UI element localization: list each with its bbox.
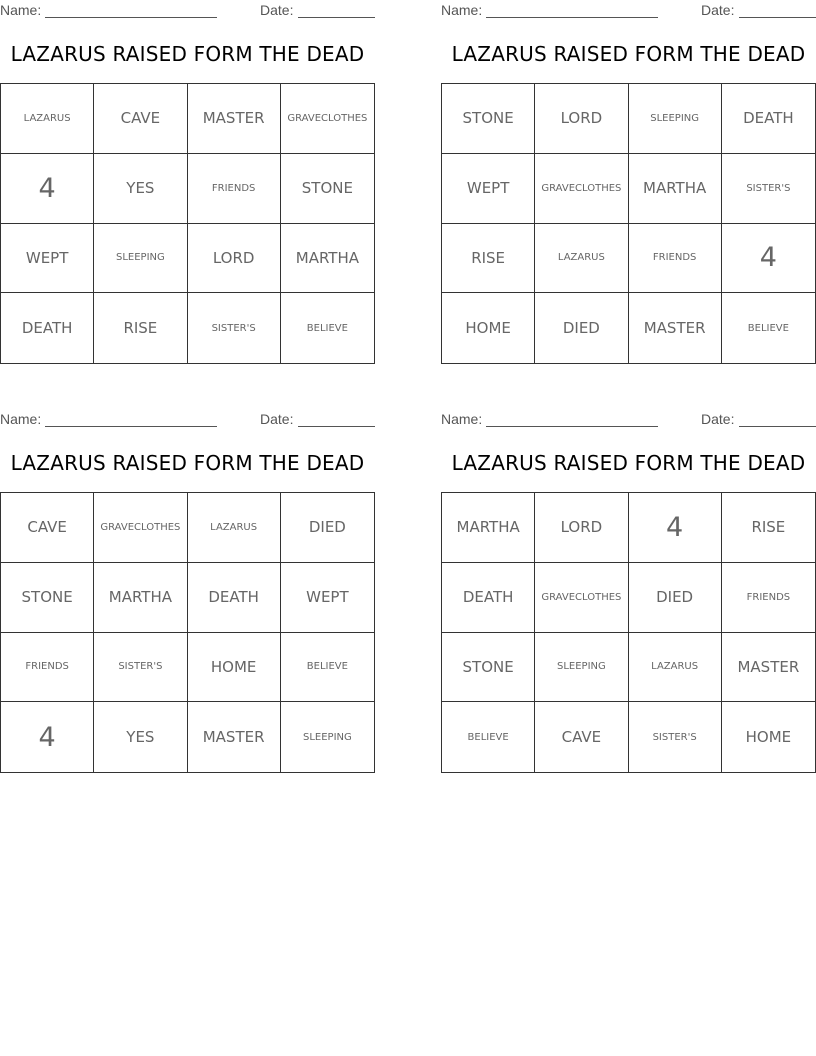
bingo-cell[interactable]: STONE	[281, 154, 374, 224]
name-label: Name:	[0, 411, 42, 427]
date-label: Date:	[260, 411, 294, 427]
bingo-cell[interactable]: SLEEPING	[94, 224, 187, 294]
bingo-cell[interactable]: MASTER	[188, 702, 281, 772]
bingo-cell[interactable]: GRAVECLOTHES	[535, 154, 628, 224]
bingo-cell[interactable]: FRIENDS	[722, 563, 815, 633]
bingo-cell[interactable]: WEPT	[281, 563, 374, 633]
card-title: LAZARUS RAISED FORM THE DEAD	[10, 42, 365, 66]
bingo-cell[interactable]: MASTER	[722, 633, 815, 703]
bingo-cell[interactable]: SISTER'S	[629, 702, 722, 772]
bingo-cell[interactable]: DIED	[629, 563, 722, 633]
bingo-cell[interactable]: FRIENDS	[629, 224, 722, 294]
bingo-cell[interactable]: BELIEVE	[747, 322, 789, 334]
date-blank-line[interactable]	[739, 426, 816, 427]
bingo-cell[interactable]: DEATH	[442, 563, 535, 633]
bingo-cell[interactable]: DIED	[281, 493, 374, 563]
bingo-cell[interactable]: STONE	[1, 563, 94, 633]
bingo-cell[interactable]: HOME	[442, 293, 535, 363]
bingo-cell[interactable]: LAZARUS	[188, 493, 281, 563]
bingo-cell[interactable]: DEATH	[722, 84, 815, 154]
bingo-cell[interactable]: LORD	[535, 84, 628, 154]
bingo-cell[interactable]: BELIEVE	[442, 702, 535, 772]
bingo-cell[interactable]: CAVE	[94, 84, 187, 154]
date-label: Date:	[701, 411, 735, 427]
name-blank-line[interactable]	[486, 17, 658, 18]
bingo-cell[interactable]: 4	[722, 224, 815, 294]
bingo-cell[interactable]: BELIEVE	[281, 633, 374, 703]
bingo-cell[interactable]: CAVE	[535, 702, 628, 772]
name-date-row	[441, 2, 816, 20]
bingo-cell[interactable]: HOME	[188, 633, 281, 703]
name-date-row	[0, 411, 375, 429]
bingo-grid	[441, 83, 816, 364]
bingo-cell[interactable]: LORD	[535, 493, 628, 563]
bingo-cell[interactable]: MARTHA	[94, 563, 187, 633]
bingo-cell[interactable]: SLEEPING	[302, 731, 352, 743]
bingo-cell[interactable]: YES	[94, 702, 187, 772]
bingo-cell[interactable]: CAVE	[1, 493, 94, 563]
bingo-cell[interactable]: 4	[1, 154, 94, 224]
bingo-cell[interactable]: SISTER'S	[94, 633, 187, 703]
name-blank-line[interactable]	[45, 426, 217, 427]
bingo-cell[interactable]: MASTER	[188, 84, 281, 154]
bingo-cell[interactable]: LAZARUS	[1, 84, 94, 154]
bingo-cell[interactable]: LAZARUS	[629, 633, 722, 703]
date-label: Date:	[701, 2, 735, 18]
card-title: LAZARUS RAISED FORM THE DEAD	[451, 42, 806, 66]
name-blank-line[interactable]	[45, 17, 217, 18]
bingo-grid	[441, 492, 816, 773]
name-date-row	[0, 2, 375, 20]
bingo-cell[interactable]: WEPT	[442, 154, 535, 224]
card-title: LAZARUS RAISED FORM THE DEAD	[10, 451, 365, 475]
bingo-cell[interactable]: RISE	[722, 493, 815, 563]
bingo-cell[interactable]: STONE	[442, 84, 535, 154]
bingo-cell[interactable]: MASTER	[629, 293, 722, 363]
bingo-cell[interactable]: MARTHA	[442, 493, 535, 563]
bingo-cell[interactable]: SLEEPING	[629, 84, 722, 154]
bingo-cell[interactable]: SISTER'S	[188, 293, 281, 363]
bingo-cell[interactable]: LORD	[188, 224, 281, 294]
bingo-cell[interactable]: HOME	[745, 728, 792, 747]
date-blank-line[interactable]	[739, 17, 816, 18]
bingo-cell[interactable]: YES	[94, 154, 187, 224]
card-title: LAZARUS RAISED FORM THE DEAD	[451, 451, 806, 475]
date-blank-line[interactable]	[298, 426, 375, 427]
bingo-cell[interactable]: 4	[1, 702, 94, 772]
bingo-cell[interactable]: DEATH	[188, 563, 281, 633]
bingo-cell[interactable]: FRIENDS	[1, 633, 94, 703]
bingo-cell[interactable]: 4	[629, 493, 722, 563]
bingo-cell[interactable]: RISE	[442, 224, 535, 294]
bingo-cell[interactable]: SISTER'S	[722, 154, 815, 224]
bingo-cell[interactable]: SLEEPING	[535, 633, 628, 703]
bingo-cell[interactable]: GRAVECLOTHES	[535, 563, 628, 633]
bingo-grid	[0, 492, 375, 773]
name-blank-line[interactable]	[486, 426, 658, 427]
bingo-grid	[0, 83, 375, 364]
name-label: Name:	[0, 2, 42, 18]
bingo-cell[interactable]: GRAVECLOTHES	[94, 493, 187, 563]
bingo-cell[interactable]: BELIEVE	[306, 322, 348, 334]
date-blank-line[interactable]	[298, 17, 375, 18]
name-label: Name:	[441, 2, 483, 18]
bingo-cell[interactable]: DIED	[535, 293, 628, 363]
bingo-cell[interactable]: DEATH	[1, 293, 94, 363]
date-label: Date:	[260, 2, 294, 18]
bingo-cell[interactable]: STONE	[442, 633, 535, 703]
bingo-cell[interactable]: MARTHA	[281, 224, 374, 294]
name-date-row	[441, 411, 816, 429]
bingo-cell[interactable]: RISE	[94, 293, 187, 363]
bingo-cell[interactable]: FRIENDS	[188, 154, 281, 224]
name-label: Name:	[441, 411, 483, 427]
bingo-cell[interactable]: MARTHA	[629, 154, 722, 224]
bingo-cell[interactable]: GRAVECLOTHES	[281, 84, 374, 154]
bingo-cell[interactable]: LAZARUS	[535, 224, 628, 294]
bingo-cell[interactable]: WEPT	[1, 224, 94, 294]
